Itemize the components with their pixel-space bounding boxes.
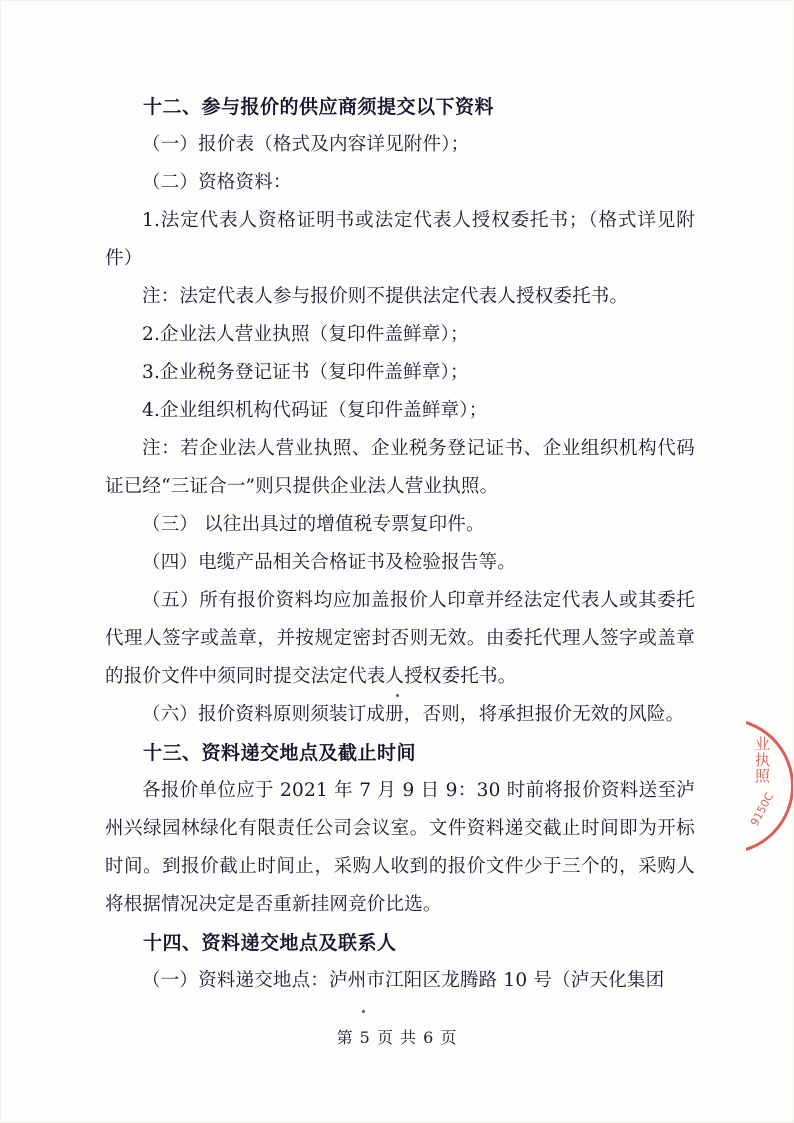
paragraph-item-7: （三） 以往出具过的增值税专票复印件。 [142,514,485,535]
stray-mark-upper [396,694,399,697]
section-heading-thirteen: 十三、资料递交地点及截止时间 [143,742,417,764]
document-body [105,88,695,1000]
paragraph-item-3: 1.法定代表人资格证明书或法定代表人授权委托书；（格式详见附件） [105,210,695,269]
paragraph-submission-address: （一）资料递交地点：泸州市江阳区龙腾路 10 号（泸天化集团 [142,970,665,991]
paragraph-item-4: 2.企业法人营业执照（复印件盖鲜章）； [142,324,469,345]
red-seal-stamp [746,718,794,868]
paragraph-note-1: 注：法定代表人参与报价则不提供法定代表人授权委托书。 [142,286,629,307]
paragraph-item-5: 3.企业税务登记证书（复印件盖鲜章）； [142,362,469,383]
paragraph-item-6: 4.企业组织机构代码证（复印件盖鲜章）； [142,400,488,421]
paragraph-item-8: （四）电缆产品相关合格证书及检验报告等。 [142,552,517,573]
paragraph-submission-deadline: 各报价单位应于 2021 年 7 月 9 日 9：30 时前将报价资料送至泸州兴绿园林绿化有限责任公司会议室。文件资料递交截止时间即为开标时间。到报价截止时间止，采购人收到的报价文件少于三个的，采购人将根据情况决定是否重新挂网竞价比选。 [105,780,695,915]
paragraph-item-1: （一）报价表（格式及内容详见附件）； [142,134,470,155]
paragraph-note-2: 注：若企业法人营业执照、企业税务登记证书、企业组织机构代码证已经“三证合一”则只提供企业法人营业执照。 [105,438,695,497]
seal-arc-code: 9150C [748,790,777,829]
seal-text: 业执照 [753,736,771,784]
section-heading-twelve: 十二、参与报价的供应商须提交以下资料 [143,96,495,118]
section-heading-fourteen: 十四、资料递交地点及联系人 [143,932,397,954]
paragraph-item-10: （六）报价资料原则须装订成册，否则，将承担报价无效的风险。 [142,704,685,725]
page-footer: 第 5 页 共 6 页 [336,1028,458,1047]
paragraph-item-2: （二）资格资料： [142,172,292,193]
paragraph-item-9: （五）所有报价资料均应加盖报价人印章并经法定代表人或其委托代理人签字或盖章，并按规定密封否则无效。由委托代理人签字或盖章的报价文件中须同时提交法定代表人授权委托书。 [105,590,695,687]
seal-ring-icon [746,718,794,854]
stray-mark-lower [362,1010,365,1013]
